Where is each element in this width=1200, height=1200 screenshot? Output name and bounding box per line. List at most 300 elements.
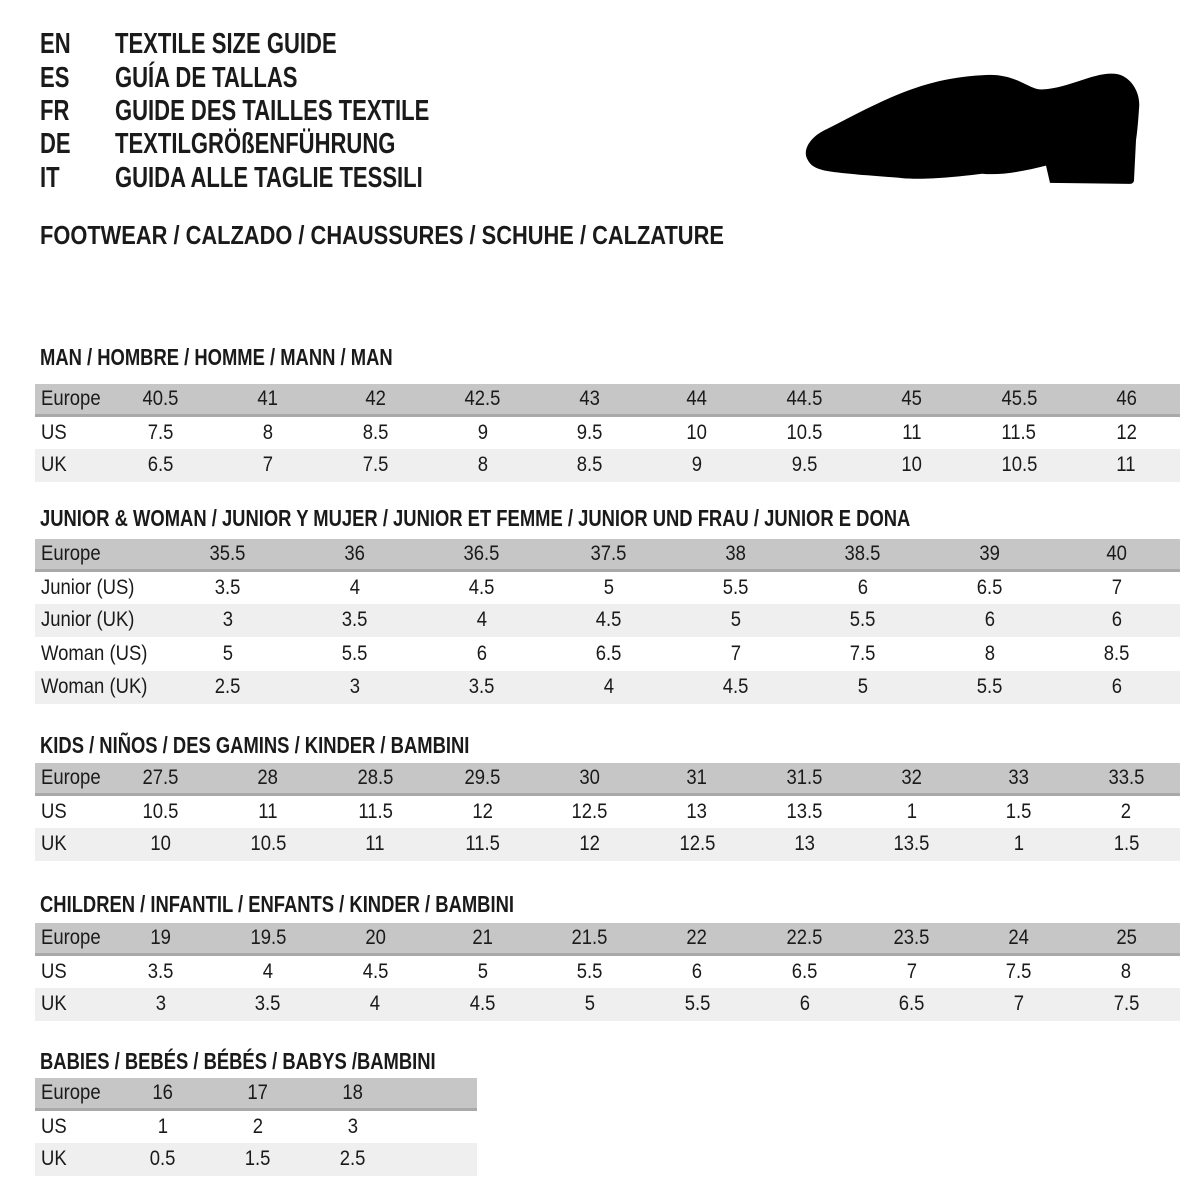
- row-label: Europe: [41, 925, 101, 949]
- size-value-cell: [643, 415, 750, 449]
- size-value-cell: [751, 449, 858, 483]
- size-value-cell: [799, 637, 926, 671]
- size-value: 1.5: [1113, 832, 1140, 856]
- size-value: 13.5: [893, 832, 930, 856]
- size-value: 36.5: [463, 541, 500, 565]
- size-value: 22: [686, 925, 708, 949]
- table-row: [35, 637, 1180, 671]
- size-value: 37.5: [590, 541, 627, 565]
- table-header-row: [35, 763, 1180, 794]
- table-header-row: [35, 539, 1180, 570]
- size-value: 6.5: [147, 453, 174, 477]
- size-value: 1: [1013, 832, 1025, 856]
- row-label: Europe: [41, 1080, 101, 1104]
- size-value-cell: [643, 923, 750, 954]
- size-value: 24: [1008, 925, 1030, 949]
- size-value-cell: [322, 828, 429, 862]
- language-code: IT: [40, 161, 60, 194]
- size-value-cell: [643, 828, 750, 862]
- size-value-cell: [322, 415, 429, 449]
- size-value-cell: [926, 570, 1053, 604]
- size-value-cell: [214, 923, 321, 954]
- size-value-cell: [429, 988, 536, 1022]
- size-value: 6: [799, 992, 810, 1016]
- size-value: 22.5: [786, 925, 823, 949]
- size-value: 8: [1121, 959, 1132, 983]
- size-value: 12.5: [571, 799, 608, 823]
- language-title-list: [40, 28, 529, 195]
- row-label-cell: [35, 828, 107, 862]
- size-value-cell: [1073, 988, 1180, 1022]
- size-value-cell: [672, 570, 799, 604]
- size-value-cell: [799, 539, 926, 570]
- size-value-cell: [672, 637, 799, 671]
- size-value: 8.5: [362, 420, 389, 444]
- size-value-cell: [965, 828, 1072, 862]
- size-value: 3: [347, 1114, 358, 1138]
- language-row-en: [40, 28, 529, 61]
- size-value-cell: [1073, 794, 1180, 828]
- size-value: 5: [857, 675, 868, 699]
- row-label-cell: [35, 923, 107, 954]
- size-value-cell: [926, 604, 1053, 638]
- size-value: 38: [725, 541, 746, 565]
- size-value-cell: [107, 449, 214, 483]
- size-value-cell: [751, 828, 858, 862]
- size-value: 9: [477, 420, 488, 444]
- size-value-cell: [858, 415, 965, 449]
- size-value-cell: [418, 604, 545, 638]
- size-value-cell: [643, 384, 750, 415]
- empty-filler-cell: [400, 1109, 477, 1143]
- size-value: 8: [477, 453, 488, 477]
- size-value: 3.5: [341, 608, 368, 632]
- row-label-cell: [35, 415, 107, 449]
- row-label: US: [41, 959, 67, 983]
- size-value-cell: [1073, 384, 1180, 415]
- size-value-cell: [291, 604, 418, 638]
- language-title: TEXTILE SIZE GUIDE: [115, 28, 337, 61]
- size-value: 7: [1111, 575, 1122, 599]
- size-value-cell: [214, 763, 321, 794]
- language-row-fr: [40, 95, 529, 128]
- size-value: 33: [1008, 765, 1030, 789]
- size-value-cell: [799, 570, 926, 604]
- size-value: 4: [370, 992, 381, 1016]
- language-row-es: [40, 61, 529, 94]
- size-value: 3.5: [468, 675, 495, 699]
- size-value: 43: [579, 386, 601, 410]
- size-value: 11: [902, 420, 922, 444]
- size-value-cell: [965, 988, 1072, 1022]
- size-value-cell: [214, 794, 321, 828]
- size-table-junior-woman: [35, 539, 1180, 704]
- language-row-de: [40, 128, 529, 161]
- row-label-cell: [35, 449, 107, 483]
- size-value: 3: [155, 992, 166, 1016]
- size-value: 9.5: [791, 453, 818, 477]
- size-value-cell: [214, 954, 321, 988]
- size-value-cell: [305, 1143, 400, 1177]
- size-value-cell: [751, 794, 858, 828]
- size-value: 3.5: [214, 575, 241, 599]
- size-value-cell: [545, 539, 672, 570]
- size-value: 11.5: [465, 832, 500, 856]
- size-value: 11.5: [1001, 420, 1037, 444]
- size-value-cell: [107, 954, 214, 988]
- size-value: 4: [349, 575, 360, 599]
- language-code: ES: [40, 61, 70, 94]
- size-value-cell: [536, 988, 643, 1022]
- table-row: [35, 828, 1180, 862]
- size-value-cell: [545, 671, 672, 705]
- size-value-cell: [115, 1109, 210, 1143]
- size-value: 4.5: [362, 959, 389, 983]
- size-value: 19: [150, 925, 171, 949]
- size-value: 6: [476, 641, 487, 665]
- size-value-cell: [291, 570, 418, 604]
- size-value-cell: [1073, 828, 1180, 862]
- size-value: 1.5: [244, 1147, 271, 1171]
- size-value: 28.5: [357, 765, 394, 789]
- table-header-row: [35, 1078, 477, 1109]
- size-value: 23.5: [893, 925, 930, 949]
- size-value-cell: [965, 384, 1072, 415]
- size-value: 1: [157, 1114, 168, 1138]
- size-value: 44.5: [786, 386, 823, 410]
- size-value: 10: [686, 420, 708, 444]
- size-value-cell: [164, 570, 291, 604]
- size-value: 5: [730, 608, 741, 632]
- table-row: [35, 794, 1180, 828]
- size-value-cell: [107, 415, 214, 449]
- size-value: 17: [247, 1080, 268, 1104]
- size-value: 6: [691, 959, 703, 983]
- size-value: 31: [686, 765, 708, 789]
- size-value-cell: [536, 415, 643, 449]
- size-value: 33.5: [1108, 765, 1145, 789]
- row-label-cell: [35, 604, 164, 638]
- section-title-kids: KIDS / NIÑOS / DES GAMINS / KINDER / BAMBINI: [40, 732, 470, 758]
- size-value-cell: [751, 954, 858, 988]
- empty-filler-cell: [400, 1078, 477, 1109]
- size-value: 13: [686, 799, 708, 823]
- section-title-junior-woman: JUNIOR & WOMAN / JUNIOR Y MUJER / JUNIOR ET FEMME / JUNIOR UND FRAU / JUNIOR E DONA: [40, 505, 911, 531]
- size-value: 7: [1013, 992, 1025, 1016]
- table-header-row: [35, 923, 1180, 954]
- row-label: US: [41, 1114, 67, 1138]
- size-value-cell: [429, 415, 536, 449]
- size-value-cell: [799, 671, 926, 705]
- size-value: 6.5: [791, 959, 818, 983]
- row-label: Junior (UK): [41, 608, 135, 632]
- size-value-cell: [210, 1143, 305, 1177]
- row-label-cell: [35, 570, 164, 604]
- size-value: 2.5: [214, 675, 241, 699]
- table-header-row: [35, 384, 1180, 415]
- size-value: 6.5: [595, 641, 622, 665]
- row-label: Junior (US): [41, 575, 135, 599]
- size-value-cell: [164, 637, 291, 671]
- size-value: 6.5: [976, 575, 1003, 599]
- size-table-kids: [35, 763, 1180, 861]
- language-title: GUIDA ALLE TAGLIE TESSILI: [115, 161, 423, 194]
- size-value-cell: [858, 384, 965, 415]
- row-label: Europe: [41, 765, 101, 789]
- shoe-icon: [800, 62, 1145, 192]
- size-value: 10: [901, 453, 923, 477]
- size-value: 5: [584, 992, 595, 1016]
- category-heading: FOOTWEAR / CALZADO / CHAUSSURES / SCHUHE / CALZATURE: [40, 220, 724, 250]
- size-value: 12: [579, 832, 601, 856]
- size-value: 11: [365, 832, 385, 856]
- size-value: 46: [1116, 386, 1137, 410]
- size-value-cell: [107, 988, 214, 1022]
- size-value: 9: [691, 453, 703, 477]
- size-value-cell: [164, 671, 291, 705]
- table-row: [35, 1143, 477, 1177]
- size-value-cell: [545, 637, 672, 671]
- size-value-cell: [965, 449, 1072, 483]
- size-table-children: [35, 923, 1180, 1021]
- size-value: 5.5: [684, 992, 710, 1016]
- size-value: 6: [1111, 608, 1122, 632]
- size-value-cell: [536, 923, 643, 954]
- size-value-cell: [322, 923, 429, 954]
- size-value-cell: [107, 384, 214, 415]
- size-value-cell: [672, 671, 799, 705]
- size-table-man: [35, 384, 1180, 482]
- size-value-cell: [1053, 570, 1180, 604]
- row-label-cell: [35, 954, 107, 988]
- size-value: 2: [1121, 799, 1132, 823]
- size-value: 25: [1116, 925, 1137, 949]
- size-value: 5.5: [849, 608, 876, 632]
- size-value-cell: [214, 449, 321, 483]
- size-value-cell: [164, 604, 291, 638]
- size-value-cell: [536, 763, 643, 794]
- size-value: 7.5: [362, 453, 389, 477]
- size-value-cell: [965, 794, 1072, 828]
- row-label: US: [41, 799, 67, 823]
- size-value-cell: [1053, 637, 1180, 671]
- size-value: 7.5: [1006, 959, 1032, 983]
- size-value-cell: [418, 570, 545, 604]
- size-value-cell: [858, 794, 965, 828]
- size-value: 29.5: [464, 765, 501, 789]
- size-value-cell: [965, 954, 1072, 988]
- row-label-cell: [35, 763, 107, 794]
- row-label-cell: [35, 637, 164, 671]
- size-value-cell: [322, 954, 429, 988]
- size-value: 7: [262, 453, 274, 477]
- size-value: 12: [472, 799, 493, 823]
- size-value: 39: [979, 541, 1000, 565]
- size-value: 5.5: [341, 641, 368, 665]
- size-value: 10: [150, 832, 171, 856]
- row-label-cell: [35, 1078, 115, 1109]
- size-value: 13.5: [786, 799, 823, 823]
- size-value-cell: [858, 988, 965, 1022]
- size-value: 42.5: [464, 386, 501, 410]
- size-value-cell: [751, 384, 858, 415]
- size-value: 16: [152, 1080, 173, 1104]
- table-row: [35, 604, 1180, 638]
- size-value-cell: [751, 923, 858, 954]
- size-value-cell: [322, 449, 429, 483]
- table-row: [35, 415, 1180, 449]
- size-value: 40: [1106, 541, 1127, 565]
- section-title-children: CHILDREN / INFANTIL / ENFANTS / KINDER / BAMBINI: [40, 891, 514, 917]
- size-value: 6: [984, 608, 995, 632]
- size-value-cell: [643, 449, 750, 483]
- row-label: UK: [41, 453, 67, 477]
- size-value: 27.5: [142, 765, 179, 789]
- size-value-cell: [214, 415, 321, 449]
- size-value-cell: [858, 923, 965, 954]
- size-value: 45: [901, 386, 923, 410]
- row-label: Europe: [41, 541, 101, 565]
- size-value: 2: [252, 1114, 263, 1138]
- size-value: 7.5: [1113, 992, 1140, 1016]
- language-code: FR: [40, 94, 70, 127]
- size-value-cell: [926, 637, 1053, 671]
- table-row: [35, 1109, 477, 1143]
- size-value: 36: [344, 541, 365, 565]
- size-value-cell: [214, 384, 321, 415]
- size-value-cell: [107, 794, 214, 828]
- row-label-cell: [35, 794, 107, 828]
- row-label-cell: [35, 671, 164, 705]
- language-row-it: [40, 162, 529, 195]
- size-value: 4.5: [468, 575, 495, 599]
- size-value-cell: [429, 923, 536, 954]
- size-value: 1.5: [1006, 799, 1032, 823]
- size-value-cell: [536, 794, 643, 828]
- row-label: UK: [41, 832, 67, 856]
- size-value-cell: [418, 637, 545, 671]
- size-value-cell: [210, 1078, 305, 1109]
- size-value-cell: [536, 828, 643, 862]
- size-value-cell: [536, 449, 643, 483]
- size-value-cell: [107, 828, 214, 862]
- size-value: 44: [686, 386, 708, 410]
- size-value-cell: [429, 763, 536, 794]
- size-value-cell: [1073, 415, 1180, 449]
- size-value: 7.5: [147, 420, 174, 444]
- size-value-cell: [418, 539, 545, 570]
- size-value: 4.5: [469, 992, 496, 1016]
- row-label-cell: [35, 539, 164, 570]
- size-value: 28: [257, 765, 279, 789]
- size-value-cell: [751, 763, 858, 794]
- size-value: 2.5: [339, 1147, 366, 1171]
- size-value: 5: [603, 575, 614, 599]
- size-value: 20: [364, 925, 386, 949]
- size-value: 10.5: [142, 799, 179, 823]
- size-value: 6.5: [898, 992, 925, 1016]
- size-value: 9.5: [576, 420, 603, 444]
- size-value-cell: [418, 671, 545, 705]
- size-value-cell: [291, 637, 418, 671]
- language-title: GUIDE DES TAILLES TEXTILE: [115, 94, 430, 127]
- size-value-cell: [1073, 923, 1180, 954]
- size-value-cell: [1073, 954, 1180, 988]
- row-label: UK: [41, 1147, 67, 1171]
- size-value-cell: [643, 988, 750, 1022]
- size-value: 3.5: [147, 959, 174, 983]
- size-value: 6: [1111, 675, 1122, 699]
- size-value-cell: [858, 954, 965, 988]
- row-label-cell: [35, 1143, 115, 1177]
- size-value-cell: [214, 988, 321, 1022]
- size-value: 21.5: [571, 925, 608, 949]
- size-value-cell: [107, 763, 214, 794]
- size-value: 11: [1116, 453, 1136, 477]
- section-title-man: MAN / HOMBRE / HOMME / MANN / MAN: [40, 344, 393, 370]
- size-value-cell: [751, 415, 858, 449]
- language-code: EN: [40, 28, 71, 61]
- table-row: [35, 988, 1180, 1022]
- size-value-cell: [643, 763, 750, 794]
- size-value: 35.5: [209, 541, 246, 565]
- size-value: 10.5: [786, 420, 823, 444]
- size-value-cell: [291, 671, 418, 705]
- size-value-cell: [545, 604, 672, 638]
- size-value: 5.5: [576, 959, 603, 983]
- size-value-cell: [643, 954, 750, 988]
- size-value-cell: [1073, 449, 1180, 483]
- size-value-cell: [322, 794, 429, 828]
- language-title: TEXTILGRÖßENFÜHRUNG: [115, 128, 396, 161]
- size-value: 5.5: [976, 675, 1003, 699]
- size-value: 30: [579, 765, 601, 789]
- size-value-cell: [1053, 539, 1180, 570]
- size-value: 11.5: [357, 799, 393, 823]
- size-value: 1: [906, 799, 917, 823]
- size-value-cell: [965, 923, 1072, 954]
- table-row: [35, 954, 1180, 988]
- size-value-cell: [322, 988, 429, 1022]
- size-value-cell: [429, 384, 536, 415]
- size-value-cell: [214, 828, 321, 862]
- size-value-cell: [536, 954, 643, 988]
- size-value-cell: [536, 384, 643, 415]
- empty-filler-cell: [400, 1143, 477, 1177]
- size-value: 5: [477, 959, 488, 983]
- size-value-cell: [210, 1109, 305, 1143]
- size-value: 38.5: [844, 541, 881, 565]
- row-label: Woman (US): [41, 641, 148, 665]
- size-value-cell: [965, 415, 1072, 449]
- row-label: UK: [41, 992, 67, 1016]
- row-label-cell: [35, 384, 107, 415]
- size-value: 4: [262, 959, 274, 983]
- size-value: 10.5: [249, 832, 286, 856]
- size-value: 21: [472, 925, 493, 949]
- size-value-cell: [643, 794, 750, 828]
- size-value: 3: [222, 608, 233, 632]
- size-value: 3: [349, 675, 360, 699]
- size-value-cell: [322, 384, 429, 415]
- size-value: 4: [603, 675, 614, 699]
- size-value-cell: [322, 763, 429, 794]
- size-value-cell: [858, 763, 965, 794]
- row-label-cell: [35, 988, 107, 1022]
- size-value-cell: [164, 539, 291, 570]
- size-value: 19.5: [249, 925, 286, 949]
- row-label-cell: [35, 1109, 115, 1143]
